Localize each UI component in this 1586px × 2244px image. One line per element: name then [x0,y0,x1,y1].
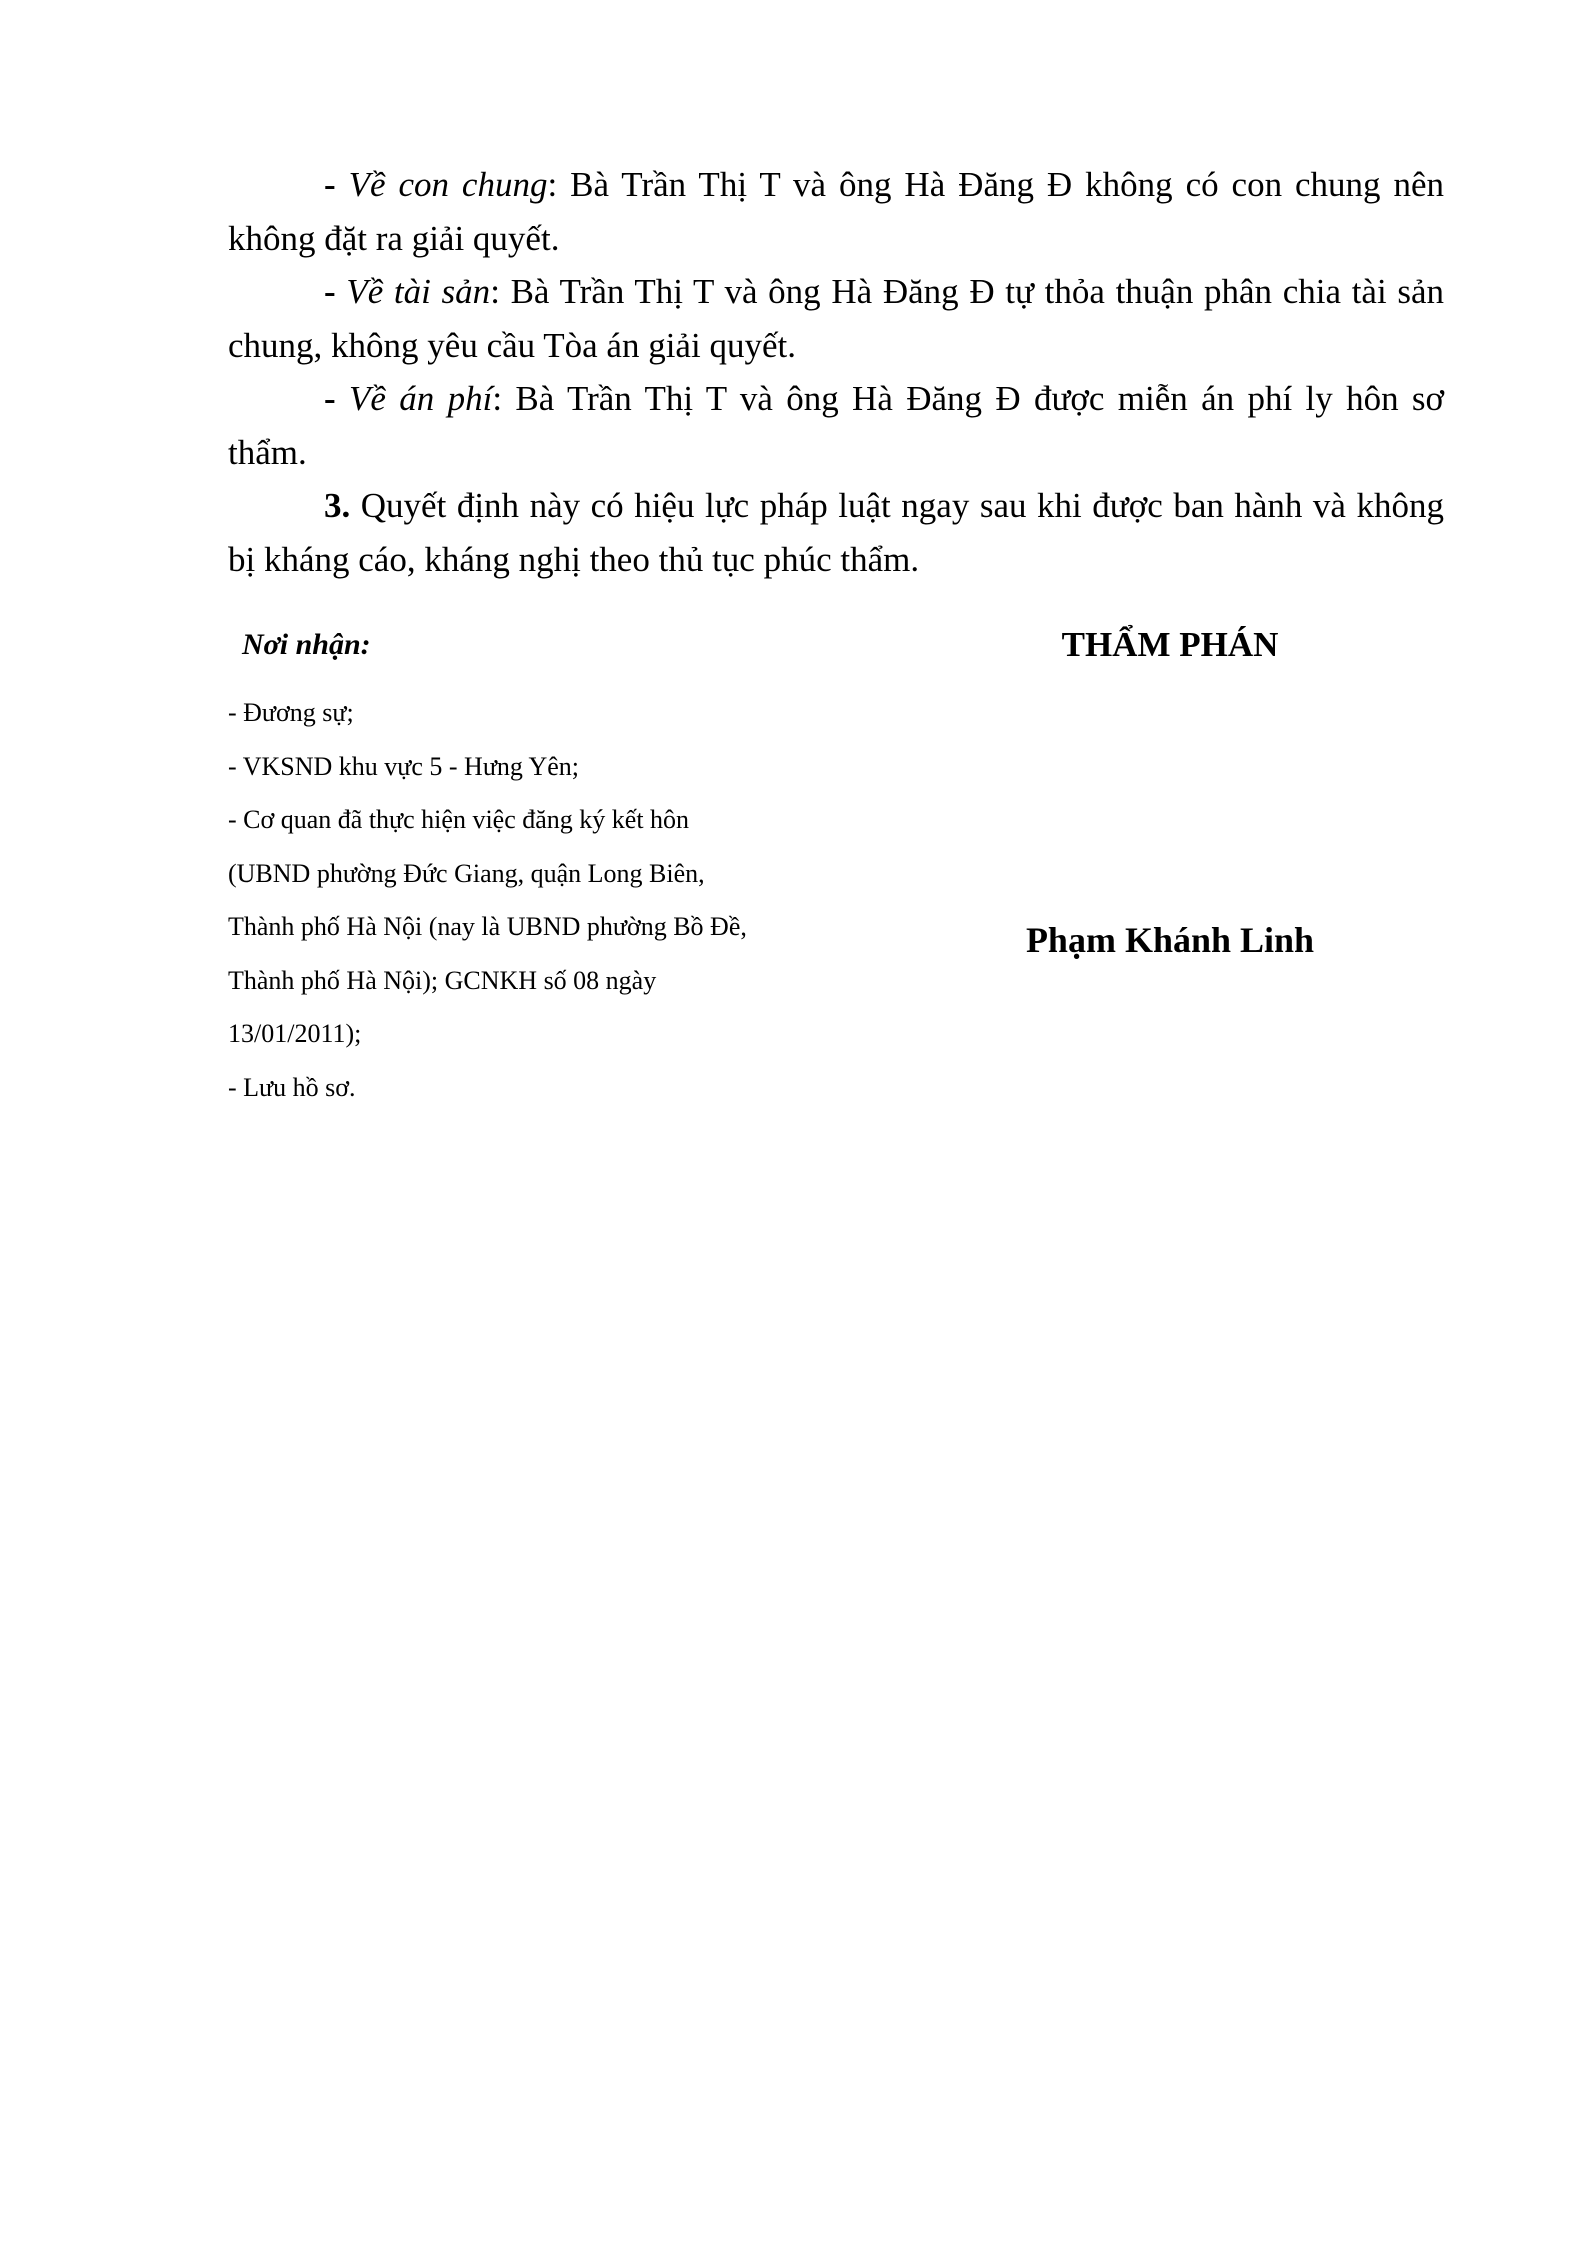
recipient-line: - Cơ quan đã thực hiện việc đăng ký kết hôn [228,805,690,834]
paragraph-dash: - [324,379,349,418]
signature-title: THẨM PHÁN [1061,625,1279,664]
paragraph-topic: Về con chung [348,165,548,204]
paragraph-court-fee [228,372,1444,479]
paragraph-children [228,158,1444,265]
recipient-line: - VKSND khu vực 5 - Hưng Yên; [228,751,579,781]
paragraph-dash: - [324,165,349,204]
recipients-list [228,686,848,1114]
paragraph-dash: - [324,272,347,311]
recipient-line: 13/01/2011); [228,1019,362,1048]
paragraph-number: 3. [324,486,351,525]
paragraph-topic: Về án phí [349,379,493,418]
paragraph-text: : Bà Trần Thị T và ông Hà Đăng Đ không có con chung nên không đặt ra giải quyết. [228,165,1445,258]
paragraph-property [228,265,1444,372]
recipient-line: Thành phố Hà Nội); GCNKH số 08 ngày [228,965,657,995]
recipient-line: - Đương sự; [228,698,354,727]
recipients-block [228,620,848,1114]
paragraph-topic: Về tài sản [346,272,491,311]
signer-name: Phạm Khánh Linh [1025,920,1315,960]
paragraph-text: : Bà Trần Thị T và ông Hà Đăng Đ tự thỏa thuận phân chia tài sản chung, không yêu cầu Tòa án giải quyết. [228,272,1445,365]
decision-body [228,158,1444,586]
recipient-line: (UBND phường Đức Giang, quận Long Biên, [228,858,705,888]
recipient-line: - Lưu hồ sơ. [228,1072,356,1102]
paragraph-text: Quyết định này có hiệu lực pháp luật ngay sau khi được ban hành và không bị kháng cáo, kháng nghị theo thủ tục phúc thẩm. [228,486,1444,579]
paragraph-effect [228,479,1444,586]
recipient-line: Thành phố Hà Nội (nay là UBND phường Bồ Đề, [228,912,747,941]
recipients-title: Nơi nhận: [242,628,371,661]
paragraph-text: : Bà Trần Thị T và ông Hà Đăng Đ được miễn án phí ly hôn sơ thẩm. [228,379,1445,472]
